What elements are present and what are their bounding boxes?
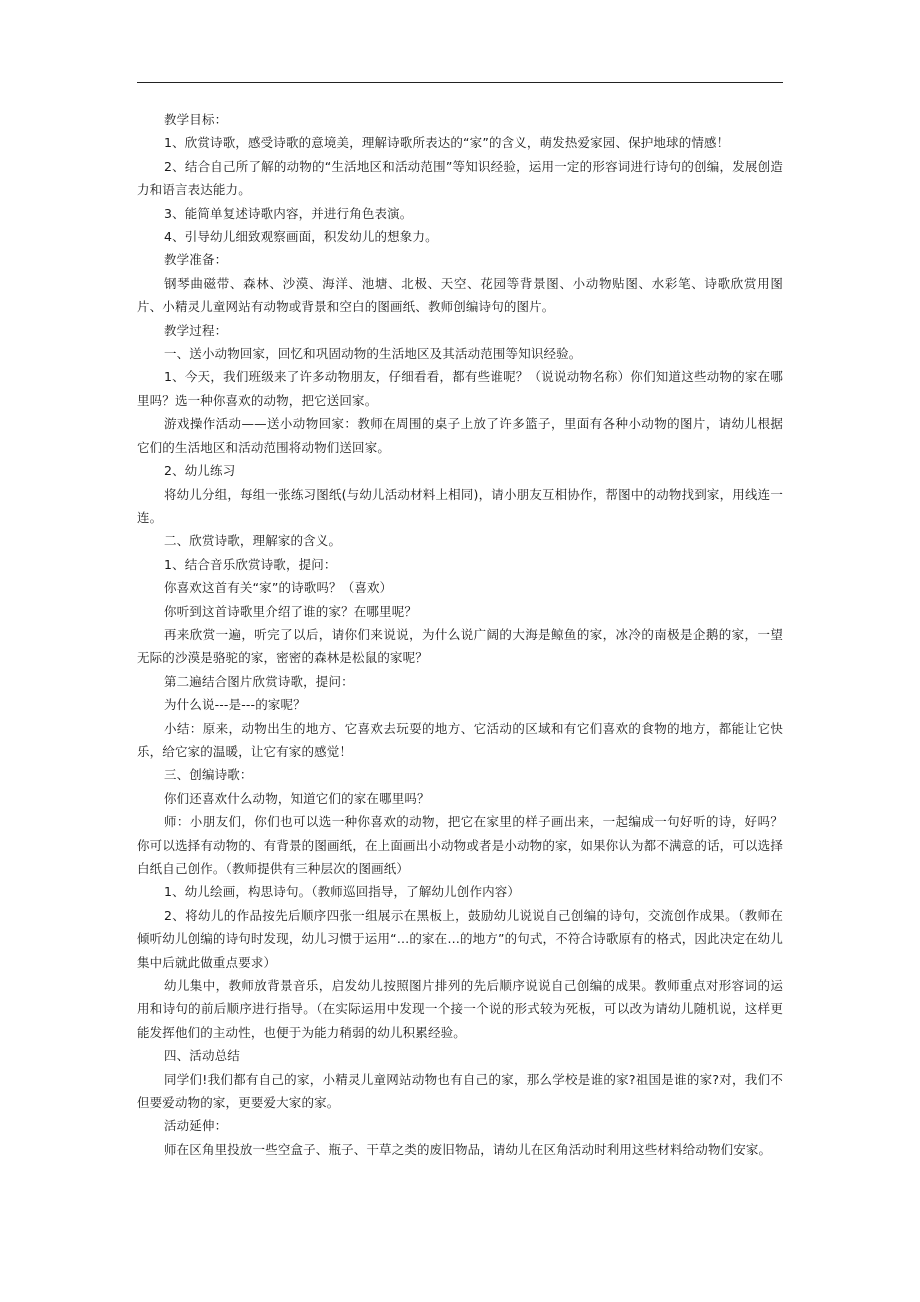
heading-teaching-preparation: 教学准备：	[164, 252, 228, 268]
section-3-step-2: 2、将幼儿的作品按先后顺序四张一组展示在黑板上，鼓励幼儿说说自己创编的诗句，交流创作成果。（教师在倾听幼儿创编的诗句时发现，幼儿习惯于运用“…的家在…的地方”的句式，不符合诗歌原有的格式，因此决定在幼儿集中后就此做重点要求）	[137, 907, 783, 970]
goal-item-4: 4、引导幼儿细致观察画面，积发幼儿的想象力。	[164, 229, 438, 245]
section-3-gathering: 幼儿集中，教师放背景音乐，启发幼儿按照图片排列的先后顺序说说自己创编的成果。教师重点对形容词的运用和诗句的前后顺序进行指导。（在实际运用中发现一个接一个说的形式较为死板，可以改为请幼儿随机说，这样更能发挥他们的主动性，也便于为能力稍弱的幼儿积累经验。	[137, 978, 783, 1040]
section-2-question-1: 你喜欢这首有关“家”的诗歌吗？（喜欢）	[164, 580, 393, 596]
section-2-title: 二、欣赏诗歌，理解家的含义。	[164, 533, 342, 549]
goal-item-2: 2、结合自己所了解的动物的“生活地区和活动范围”等知识经验，运用一定的形容词进行诗句的创编，发展创造力和语言表达能力。	[137, 158, 783, 198]
section-1-practice: 将幼儿分组，每组一张练习图纸(与幼儿活动材料上相同)，请小朋友互相协作，帮图中的动物找到家，用线连一连。	[137, 486, 783, 525]
section-1-game: 游戏操作活动——送小动物回家：教师在周围的桌子上放了许多篮子，里面有各种小动物的图片，请幼儿根据它们的生活地区和活动范围将动物们送回家。	[137, 416, 783, 455]
section-2-summary: 小结：原来，动物出生的地方、它喜欢去玩耍的地方、它活动的区域和有它们喜欢的食物的地方，都能让它快乐，给它家的温暖，让它有家的感觉！	[137, 720, 783, 759]
section-3-teacher-talk: 师：小朋友们，你们也可以选一种你喜欢的动物，把它在家里的样子画出来，一起编成一句好听的诗，好吗？你可以选择有动物的、有背景的图画纸，在上面画出小动物或者是小动物的家，如果你认为都不满意的话，可以选择白纸自己创作。（教师提供有三种层次的图画纸）	[137, 814, 783, 876]
section-1-step-2: 2、幼儿练习	[164, 463, 236, 479]
section-2-question-3: 为什么说---是---的家呢？	[164, 697, 306, 713]
document-body	[137, 108, 783, 1161]
section-2-second-pass: 第二遍结合图片欣赏诗歌，提问：	[164, 673, 354, 689]
preparation-text: 钢琴曲磁带、森林、沙漠、海洋、池塘、北极、天空、花园等背景图、小动物贴图、水彩笔、诗歌欣赏用图片、小精灵儿童网站有动物或背景和空白的图画纸、教师创编诗句的图片。	[137, 275, 783, 315]
header-rule	[137, 82, 783, 83]
goal-item-3: 3、能简单复述诗歌内容，并进行角色表演。	[164, 205, 413, 221]
section-3-title: 三、创编诗歌：	[164, 767, 253, 783]
section-1-step-1: 1、今天，我们班级来了许多动物朋友，仔细看看，都有些谁呢？（说说动物名称）你们知道这些动物的家在哪里吗？选一种你喜欢的动物，把它送回家。	[137, 369, 783, 408]
heading-teaching-process: 教学过程：	[164, 322, 228, 338]
heading-teaching-goals: 教学目标：	[164, 112, 228, 127]
section-3-question: 你们还喜欢什么动物，知道它们的家在哪里吗？	[164, 790, 430, 806]
extension-text: 师在区角里投放一些空盒子、瓶子、干草之类的废旧物品，请幼儿在区角活动时利用这些材料给动物们安家。	[164, 1141, 772, 1157]
goal-item-1: 1、欣赏诗歌，感受诗歌的意境美，理解诗歌所表达的“家”的含义，萌发热爱家园、保护地球的情感！	[164, 135, 730, 151]
section-3-step-1: 1、幼儿绘画，构思诗句。（教师巡回指导，了解幼儿创作内容）	[164, 884, 521, 900]
heading-activity-extension: 活动延伸：	[164, 1118, 228, 1134]
section-2-second-listen: 再来欣赏一遍，听完了以后，请你们来说说，为什么说广阔的大海是鲸鱼的家，冰冷的南极是企鹅的家，一望无际的沙漠是骆驼的家，密密的森林是松鼠的家呢？	[137, 626, 783, 666]
section-2-question-2: 你听到这首诗歌里介绍了谁的家？在哪里呢？	[164, 603, 418, 619]
section-4-title: 四、活动总结	[164, 1048, 240, 1064]
section-1-title: 一、送小动物回家，回忆和巩固动物的生活地区及其活动范围等知识经验。	[164, 346, 582, 362]
section-4-text: 同学们!我们都有自己的家，小精灵儿童网站动物也有自己的家，那么学校是谁的家?祖国是谁的家?对，我们不但要爱动物的家，更要爱大家的家。	[137, 1071, 783, 1111]
section-2-step-1: 1、结合音乐欣赏诗歌，提问：	[164, 556, 337, 572]
